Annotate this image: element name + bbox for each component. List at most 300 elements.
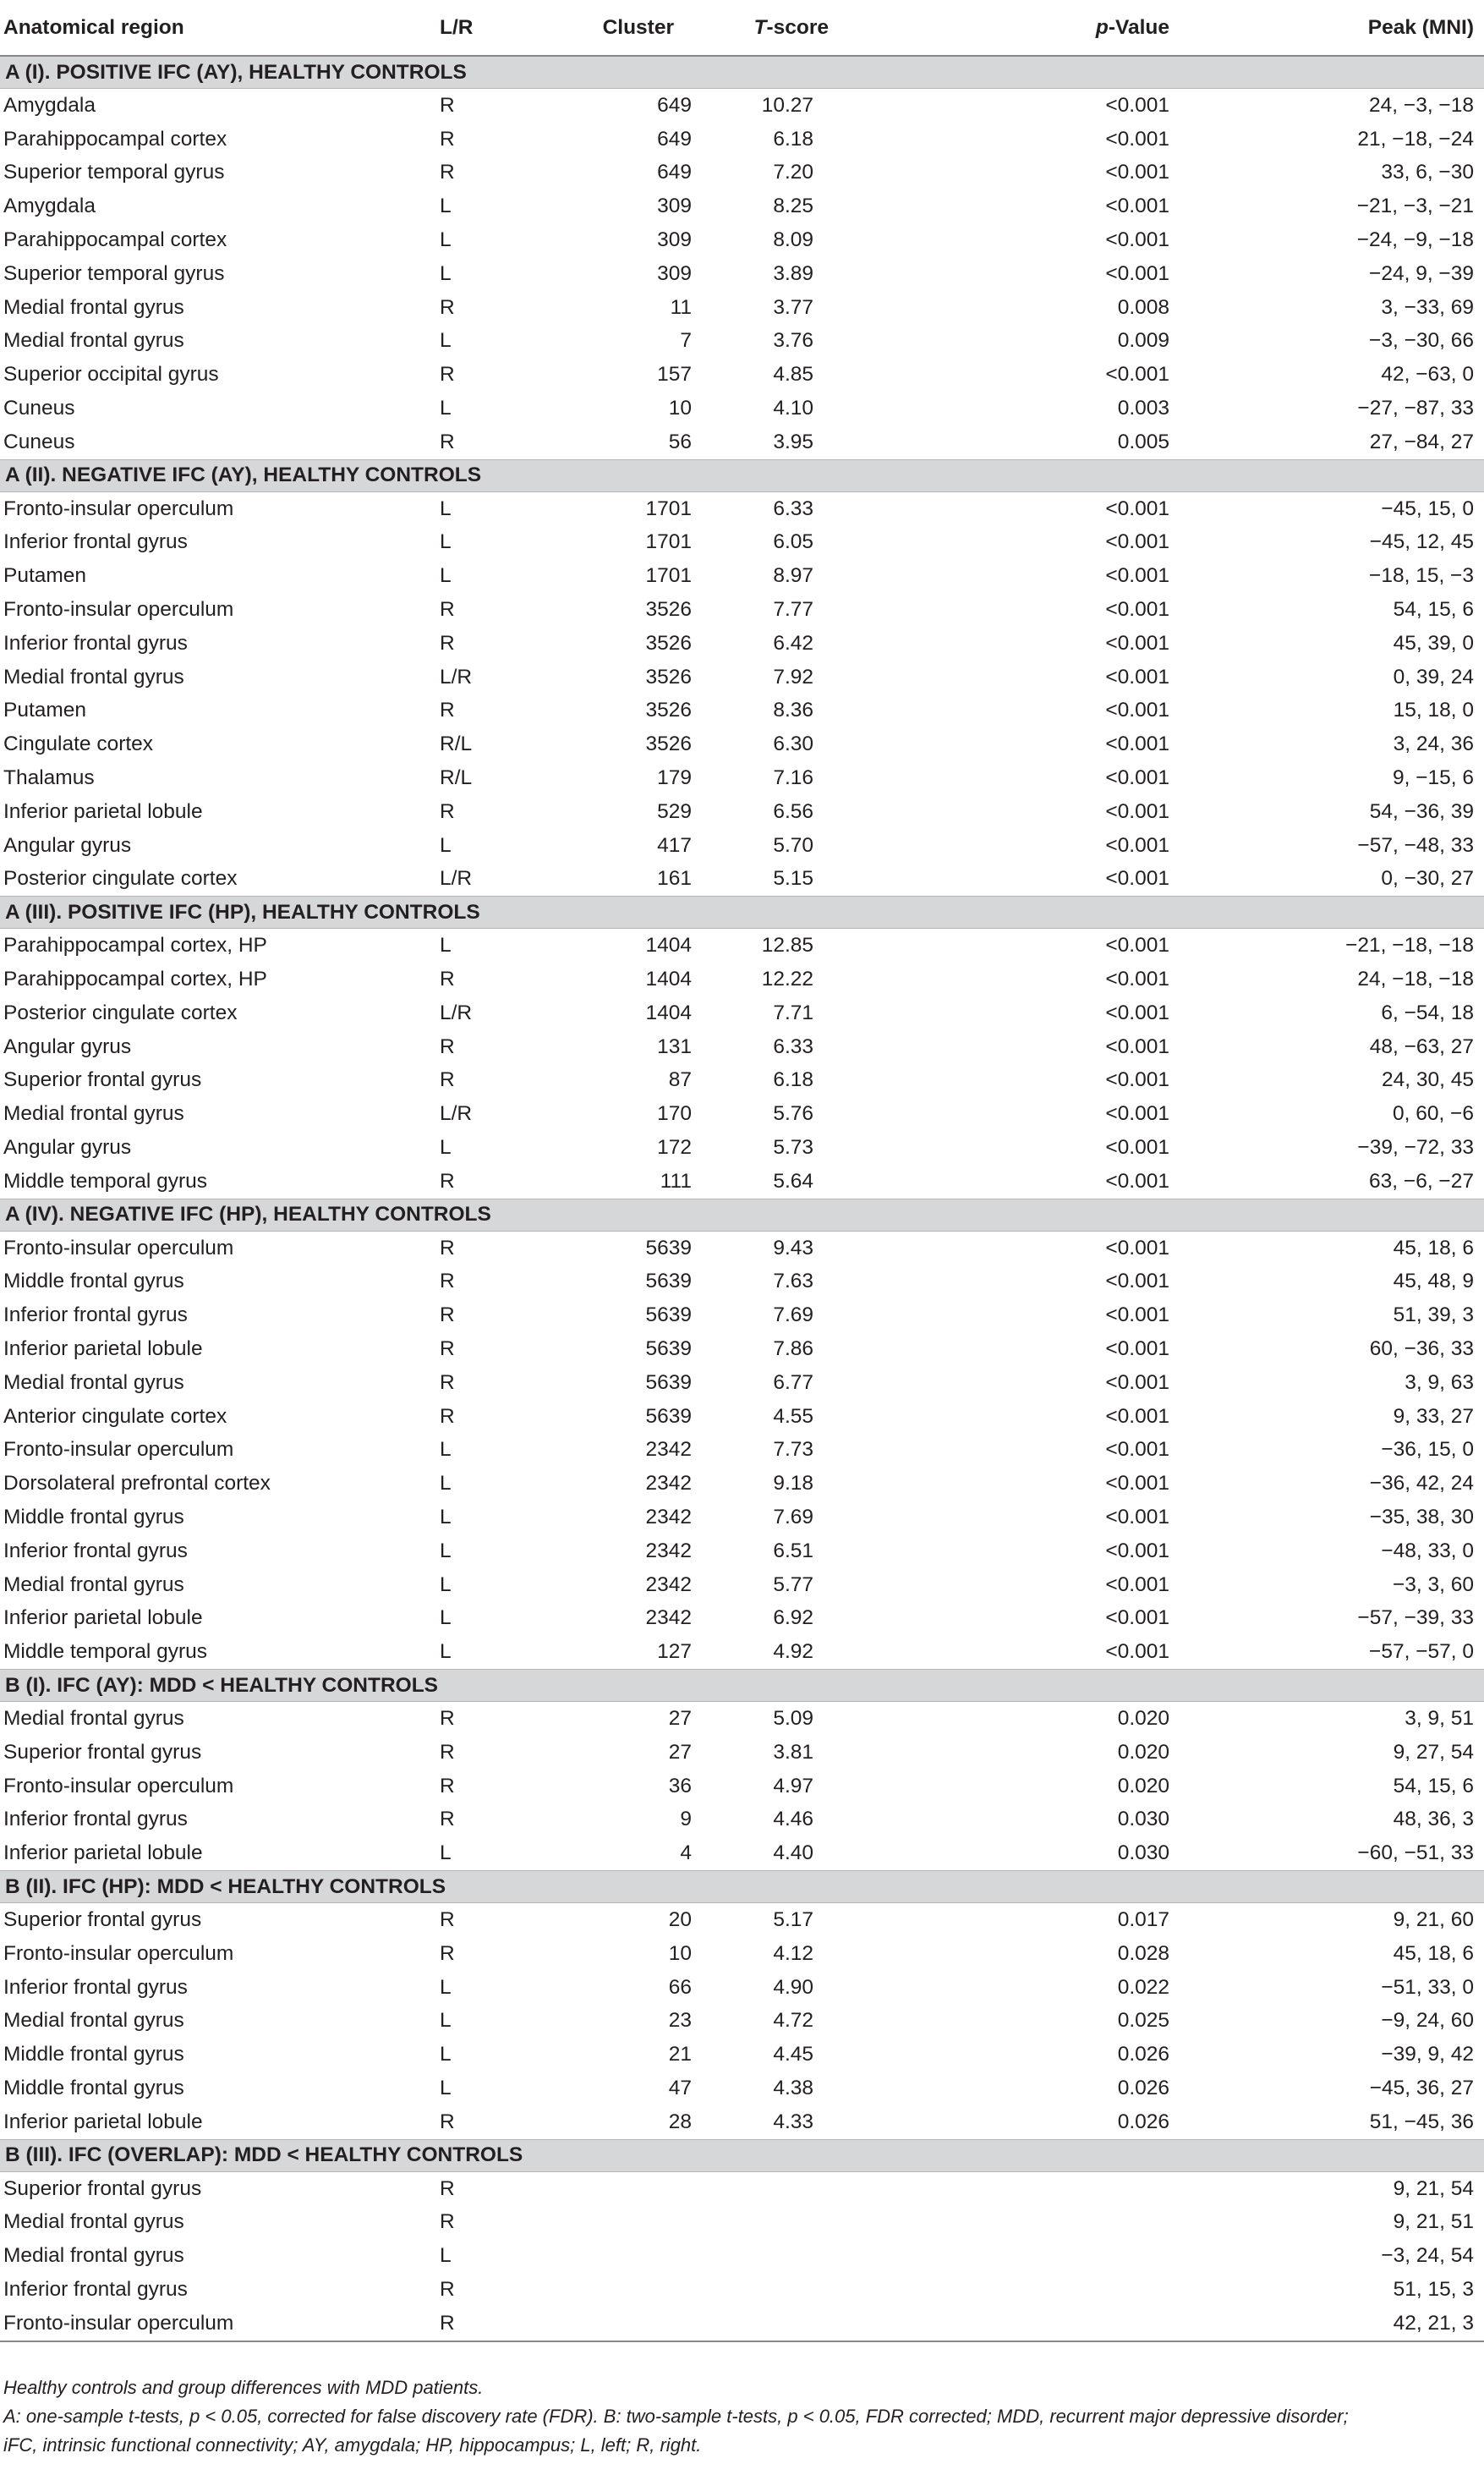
cell-lr: R [440, 631, 455, 655]
cell-region: Middle frontal gyrus [3, 2043, 184, 2066]
table-row [0, 2205, 1484, 2239]
table-row [0, 1836, 1484, 1870]
cell-region: Inferior parietal lobule [3, 2110, 203, 2133]
cell-lr: R [440, 2210, 455, 2234]
cell-lr: L [440, 1606, 452, 1630]
cell-cluster: 111 [660, 1169, 692, 1193]
cell-lr: L [440, 2076, 452, 2099]
cell-cluster: 1404 [645, 1001, 692, 1024]
section-header-row [0, 897, 1484, 929]
cell-p-value: <0.001 [1105, 161, 1169, 184]
cell-peak-mni: −39, 9, 42 [1381, 2043, 1474, 2066]
cell-cluster: 131 [657, 1034, 692, 1058]
cell-t-score: 4.33 [773, 2110, 813, 2133]
cell-lr: L [440, 1505, 452, 1528]
cell-peak-mni: 9, 21, 60 [1393, 1907, 1474, 1931]
cell-cluster [550, 2171, 710, 2205]
cell-p-value: <0.001 [1105, 699, 1169, 722]
cell-cluster: 47 [668, 2076, 692, 2099]
cell-peak-mni: 42, −63, 0 [1381, 363, 1474, 387]
cell-lr: L [440, 1438, 452, 1462]
cell-t-score: 4.10 [773, 397, 813, 420]
cell-p-value [956, 2205, 1180, 2239]
cell-cluster: 66 [668, 1975, 692, 1999]
cell-p-value: <0.001 [1105, 564, 1169, 588]
cell-region: Inferior frontal gyrus [3, 530, 188, 554]
cell-cluster: 3526 [645, 699, 692, 722]
table-row [0, 1131, 1484, 1165]
cell-t-score: 6.42 [773, 631, 813, 655]
table-row [0, 2239, 1484, 2273]
header-cluster: Cluster [550, 0, 710, 56]
cell-cluster: 4 [680, 1841, 692, 1865]
cell-t-score: 7.63 [773, 1270, 813, 1293]
cell-t-score: 7.71 [773, 1001, 813, 1024]
cell-peak-mni: 42, 21, 3 [1393, 2311, 1474, 2335]
cell-lr: R/L [440, 766, 473, 790]
cell-lr: L/R [440, 665, 473, 689]
table-row [0, 996, 1484, 1030]
cell-lr: R [440, 127, 455, 151]
cell-t-score: 7.16 [773, 766, 813, 790]
cell-peak-mni: 24, −18, −18 [1357, 968, 1474, 991]
table-row [0, 2307, 1484, 2341]
cell-peak-mni: −35, 38, 30 [1369, 1505, 1474, 1528]
header-t-score [710, 0, 956, 56]
cell-peak-mni: −18, 15, −3 [1369, 564, 1474, 588]
footnote-line-3: iFC, intrinsic functional connectivity; AY, amygdala; HP, hippocampus; L, left; R, right. [3, 2434, 702, 2456]
header-p-italic: p [1095, 15, 1109, 39]
table-row [0, 425, 1484, 459]
cell-region: Inferior frontal gyrus [3, 631, 188, 655]
cell-peak-mni: −24, −9, −18 [1356, 228, 1474, 252]
cell-p-value: <0.001 [1105, 1572, 1169, 1596]
cell-t-score: 7.77 [773, 598, 813, 622]
table-row [0, 189, 1484, 223]
cell-cluster: 161 [657, 867, 692, 891]
section-title: A (III). POSITIVE IFC (HP), HEALTHY CONTROLS [0, 897, 1484, 929]
footnote-line-2: A: one-sample t-tests, p < 0.05, corrected for false discovery rate (FDR). B: two-sample t-tests, p < 0.05, FDR corrected; MDD, recurrent major depressive disorder; [3, 2406, 1349, 2427]
cell-lr: L [440, 2043, 452, 2066]
cell-region: Inferior frontal gyrus [3, 2277, 188, 2301]
table-row [0, 593, 1484, 627]
table-row [0, 223, 1484, 257]
cell-lr: L [440, 2244, 452, 2268]
table-row [0, 1030, 1484, 1064]
cell-p-value: <0.001 [1105, 261, 1169, 285]
cell-region: Medial frontal gyrus [3, 2009, 184, 2033]
cell-peak-mni: 63, −6, −27 [1369, 1169, 1474, 1193]
cell-cluster: 27 [668, 1740, 692, 1764]
cell-cluster: 5639 [645, 1336, 692, 1360]
cell-t-score: 7.20 [773, 161, 813, 184]
cell-lr: L [440, 1572, 452, 1596]
cell-peak-mni: −57, −48, 33 [1357, 833, 1474, 857]
cell-lr: L [440, 934, 452, 958]
cell-peak-mni: 3, −33, 69 [1381, 295, 1474, 319]
table-row [0, 325, 1484, 359]
cell-p-value: <0.001 [1105, 665, 1169, 689]
cell-cluster: 87 [668, 1068, 692, 1092]
table-row [0, 2273, 1484, 2307]
cell-p-value: 0.026 [1117, 2043, 1169, 2066]
cell-t-score: 6.05 [773, 530, 813, 554]
footnote-line-1: Healthy controls and group differences with MDD patients. [3, 2377, 484, 2398]
cell-cluster: 417 [657, 833, 692, 857]
cell-peak-mni: 0, −30, 27 [1381, 867, 1474, 891]
cell-lr: R [440, 1808, 455, 1831]
cell-t-score: 4.12 [773, 1941, 813, 1965]
cell-p-value [956, 2273, 1180, 2307]
cell-lr: R [440, 1303, 455, 1327]
cell-p-value: <0.001 [1105, 1370, 1169, 1394]
cell-cluster: 1701 [645, 497, 692, 520]
cell-peak-mni: 33, 6, −30 [1381, 161, 1474, 184]
table-row [0, 1903, 1484, 1937]
cell-lr: L/R [440, 1102, 473, 1126]
cell-lr: R [440, 699, 455, 722]
cell-region: Parahippocampal cortex [3, 127, 227, 151]
table-row [0, 1971, 1484, 2005]
cell-t-score: 8.97 [773, 564, 813, 588]
cell-t-score: 9.18 [773, 1472, 813, 1495]
cell-peak-mni: −45, 15, 0 [1381, 497, 1474, 520]
table-row [0, 1601, 1484, 1635]
cell-t-score [710, 2205, 956, 2239]
cell-t-score: 4.45 [773, 2043, 813, 2066]
cell-t-score: 6.33 [773, 497, 813, 520]
cell-cluster: 529 [657, 799, 692, 823]
table-row [0, 829, 1484, 863]
cell-lr: R [440, 2110, 455, 2133]
cell-region: Superior frontal gyrus [3, 1740, 202, 1764]
cell-p-value: 0.025 [1117, 2009, 1169, 2033]
cell-lr: R [440, 1169, 455, 1193]
cell-p-value: 0.020 [1117, 1774, 1169, 1797]
cell-cluster: 3526 [645, 733, 692, 756]
cell-region: Parahippocampal cortex [3, 228, 227, 252]
cell-region: Anterior cingulate cortex [3, 1404, 227, 1428]
cell-region: Medial frontal gyrus [3, 2244, 184, 2268]
table-row [0, 1332, 1484, 1366]
cell-lr: L [440, 564, 452, 588]
cell-region: Putamen [3, 699, 87, 722]
cell-region: Superior temporal gyrus [3, 261, 225, 285]
cell-t-score: 4.97 [773, 1774, 813, 1797]
cell-region: Fronto-insular operculum [3, 2311, 234, 2335]
table-row [0, 1534, 1484, 1568]
cell-lr: R [440, 2277, 455, 2301]
cell-cluster: 5639 [645, 1303, 692, 1327]
cell-peak-mni: 0, 60, −6 [1392, 1102, 1474, 1126]
cell-p-value [956, 2171, 1180, 2205]
section-title: B (III). IFC (OVERLAP): MDD < HEALTHY CONTROLS [0, 2139, 1484, 2171]
cell-region: Fronto-insular operculum [3, 1774, 234, 1797]
table-row [0, 123, 1484, 156]
cell-lr: R [440, 430, 455, 453]
cell-cluster: 27 [668, 1706, 692, 1730]
cell-cluster [550, 2273, 710, 2307]
cell-region: Thalamus [3, 766, 95, 790]
cell-p-value: <0.001 [1105, 934, 1169, 958]
table-row [0, 694, 1484, 728]
cell-lr: R [440, 161, 455, 184]
section-title: B (I). IFC (AY): MDD < HEALTHY CONTROLS [0, 1670, 1484, 1702]
cell-lr: R [440, 1236, 455, 1259]
cell-region: Amygdala [3, 195, 96, 218]
cell-cluster: 649 [657, 127, 692, 151]
cell-p-value: <0.001 [1105, 1438, 1169, 1462]
cell-t-score [710, 2307, 956, 2341]
cell-region: Cuneus [3, 397, 75, 420]
cell-peak-mni: 3, 24, 36 [1393, 733, 1474, 756]
cell-p-value: 0.030 [1117, 1841, 1169, 1865]
cell-t-score: 5.70 [773, 833, 813, 857]
cell-peak-mni: 9, 33, 27 [1393, 1404, 1474, 1428]
cell-peak-mni: −3, 24, 54 [1381, 2244, 1474, 2268]
cell-cluster: 3526 [645, 631, 692, 655]
cell-peak-mni: 45, 18, 6 [1393, 1236, 1474, 1259]
table-row [0, 1366, 1484, 1400]
cell-cluster: 23 [668, 2009, 692, 2033]
table-row [0, 291, 1484, 325]
cell-p-value: <0.001 [1105, 799, 1169, 823]
cell-cluster: 9 [680, 1808, 692, 1831]
cell-region: Middle temporal gyrus [3, 1640, 208, 1664]
cell-region: Angular gyrus [3, 1136, 132, 1159]
cell-lr: L [440, 195, 452, 218]
cell-p-value: <0.001 [1105, 127, 1169, 151]
cell-peak-mni: 54, 15, 6 [1393, 1774, 1474, 1797]
cell-p-value: 0.005 [1117, 430, 1169, 453]
cell-peak-mni: −3, 3, 60 [1392, 1572, 1474, 1596]
cell-cluster: 10 [668, 1941, 692, 1965]
cell-peak-mni: −60, −51, 33 [1357, 1841, 1474, 1865]
table-row [0, 1770, 1484, 1803]
cell-peak-mni: 9, 27, 54 [1393, 1740, 1474, 1764]
table-row [0, 1064, 1484, 1098]
table-row [0, 1467, 1484, 1501]
cell-p-value: <0.001 [1105, 833, 1169, 857]
cell-cluster: 2342 [645, 1606, 692, 1630]
cell-t-score: 5.76 [773, 1102, 813, 1126]
cell-p-value: 0.028 [1117, 1941, 1169, 1965]
cell-lr: R [440, 1941, 455, 1965]
cell-region: Medial frontal gyrus [3, 1102, 184, 1126]
cell-cluster: 20 [668, 1907, 692, 1931]
cell-region: Angular gyrus [3, 833, 132, 857]
table-row [0, 392, 1484, 425]
cell-lr: R [440, 1706, 455, 1730]
cell-p-value: 0.003 [1117, 397, 1169, 420]
cell-lr: L [440, 2009, 452, 2033]
table-row [0, 1298, 1484, 1332]
cell-p-value: <0.001 [1105, 1336, 1169, 1360]
cell-p-value: <0.001 [1105, 1640, 1169, 1664]
cell-lr: L [440, 1539, 452, 1562]
cell-lr: R [440, 1907, 455, 1931]
cell-t-score: 4.55 [773, 1404, 813, 1428]
cell-cluster: 2342 [645, 1505, 692, 1528]
cell-p-value: <0.001 [1105, 1136, 1169, 1159]
section-title: A (I). POSITIVE IFC (AY), HEALTHY CONTROLS [0, 56, 1484, 89]
cell-t-score: 8.36 [773, 699, 813, 722]
cell-t-score: 7.69 [773, 1303, 813, 1327]
cell-t-score: 5.09 [773, 1706, 813, 1730]
cell-peak-mni: −36, 15, 0 [1381, 1438, 1474, 1462]
cell-p-value: 0.009 [1117, 329, 1169, 353]
cell-region: Fronto-insular operculum [3, 598, 234, 622]
cell-lr: R [440, 93, 455, 117]
table-row [0, 863, 1484, 897]
cell-peak-mni: 9, −15, 6 [1392, 766, 1474, 790]
cell-cluster: 170 [657, 1102, 692, 1126]
cell-p-value: <0.001 [1105, 1068, 1169, 1092]
cell-lr: R [440, 1404, 455, 1428]
header-lr: L/R [423, 0, 550, 56]
cell-p-value: <0.001 [1105, 1034, 1169, 1058]
cell-region: Fronto-insular operculum [3, 1941, 234, 1965]
cell-cluster: 56 [668, 430, 692, 453]
cell-t-score: 7.73 [773, 1438, 813, 1462]
cell-p-value: <0.001 [1105, 733, 1169, 756]
cell-peak-mni: −24, 9, −39 [1369, 261, 1474, 285]
cell-cluster: 2342 [645, 1572, 692, 1596]
cell-lr: R [440, 799, 455, 823]
table-row [0, 1937, 1484, 1971]
cell-peak-mni: −27, −87, 33 [1357, 397, 1474, 420]
table-row [0, 1231, 1484, 1265]
cell-cluster: 649 [657, 161, 692, 184]
cell-lr: L [440, 329, 452, 353]
cell-t-score: 6.33 [773, 1034, 813, 1058]
cell-region: Superior temporal gyrus [3, 161, 225, 184]
cell-t-score: 7.69 [773, 1505, 813, 1528]
cell-lr: L [440, 1975, 452, 1999]
cell-lr: R [440, 1740, 455, 1764]
cell-region: Superior occipital gyrus [3, 363, 219, 387]
cell-peak-mni: −57, −57, 0 [1369, 1640, 1474, 1664]
cell-peak-mni: 3, 9, 63 [1405, 1370, 1474, 1394]
cell-cluster: 309 [657, 195, 692, 218]
section-header-row [0, 459, 1484, 491]
cell-region: Inferior frontal gyrus [3, 1539, 188, 1562]
cell-t-score: 4.85 [773, 363, 813, 387]
table-row [0, 1165, 1484, 1199]
table-row [0, 1501, 1484, 1534]
header-t-rest: -score [766, 15, 829, 39]
cell-cluster: 1404 [645, 968, 692, 991]
cell-t-score: 8.25 [773, 195, 813, 218]
table-row [0, 1097, 1484, 1131]
cell-t-score: 6.30 [773, 733, 813, 756]
cell-p-value: 0.017 [1117, 1907, 1169, 1931]
cell-peak-mni: 9, 21, 51 [1393, 2210, 1474, 2234]
section-header-row [0, 1670, 1484, 1702]
cell-lr: R [440, 295, 455, 319]
cell-t-score: 5.15 [773, 867, 813, 891]
cell-cluster: 5639 [645, 1404, 692, 1428]
cell-lr: R [440, 1034, 455, 1058]
cell-cluster: 3526 [645, 598, 692, 622]
cell-cluster: 7 [680, 329, 692, 353]
cell-p-value: <0.001 [1105, 1505, 1169, 1528]
cell-region: Fronto-insular operculum [3, 497, 234, 520]
cell-region: Medial frontal gyrus [3, 1572, 184, 1596]
cell-peak-mni: 45, 39, 0 [1393, 631, 1474, 655]
table-row [0, 89, 1484, 123]
cell-region: Middle frontal gyrus [3, 1505, 184, 1528]
cell-p-value: <0.001 [1105, 1539, 1169, 1562]
cell-t-score: 5.73 [773, 1136, 813, 1159]
cell-peak-mni: 51, 15, 3 [1393, 2277, 1474, 2301]
section-header-row [0, 1871, 1484, 1903]
cell-t-score: 4.92 [773, 1640, 813, 1664]
cell-region: Medial frontal gyrus [3, 329, 184, 353]
cell-peak-mni: −45, 12, 45 [1369, 530, 1474, 554]
table-row [0, 1702, 1484, 1736]
cell-peak-mni: 24, −3, −18 [1369, 93, 1474, 117]
table-row [0, 1265, 1484, 1299]
cell-p-value: <0.001 [1105, 598, 1169, 622]
cell-lr: L [440, 1640, 452, 1664]
cell-peak-mni: 54, 15, 6 [1393, 598, 1474, 622]
cell-region: Inferior parietal lobule [3, 1606, 203, 1630]
table-row [0, 795, 1484, 829]
cell-t-score: 6.92 [773, 1606, 813, 1630]
cell-t-score: 3.76 [773, 329, 813, 353]
cell-peak-mni: 27, −84, 27 [1369, 430, 1474, 453]
cell-t-score: 6.18 [773, 1068, 813, 1092]
section-title: B (II). IFC (HP): MDD < HEALTHY CONTROLS [0, 1871, 1484, 1903]
header-peak-mni: Peak (MNI) [1180, 0, 1484, 56]
cell-peak-mni: 54, −36, 39 [1369, 799, 1474, 823]
table-row [0, 2171, 1484, 2205]
cell-lr: L [440, 1472, 452, 1495]
cell-t-score: 4.38 [773, 2076, 813, 2099]
table-row [0, 627, 1484, 661]
cell-region: Inferior parietal lobule [3, 1336, 203, 1360]
cell-cluster: 5639 [645, 1236, 692, 1259]
table-row [0, 661, 1484, 694]
cell-region: Fronto-insular operculum [3, 1438, 234, 1462]
cell-peak-mni: 60, −36, 33 [1369, 1336, 1474, 1360]
cell-t-score: 7.86 [773, 1336, 813, 1360]
cell-p-value: <0.001 [1105, 1102, 1169, 1126]
table-header [0, 0, 1484, 56]
cell-p-value: <0.001 [1105, 228, 1169, 252]
cell-peak-mni: −39, −72, 33 [1357, 1136, 1474, 1159]
cell-t-score: 3.77 [773, 295, 813, 319]
header-p-value [956, 0, 1180, 56]
cell-p-value: <0.001 [1105, 1606, 1169, 1630]
cell-lr: L [440, 497, 452, 520]
cell-region: Putamen [3, 564, 87, 588]
cell-cluster: 1404 [645, 934, 692, 958]
cell-cluster: 179 [657, 766, 692, 790]
cell-p-value: 0.026 [1117, 2110, 1169, 2133]
cell-lr: L [440, 228, 452, 252]
section-header-row [0, 2139, 1484, 2171]
cell-cluster: 5639 [645, 1270, 692, 1293]
cell-region: Parahippocampal cortex, HP [3, 968, 267, 991]
cell-p-value: <0.001 [1105, 1236, 1169, 1259]
cell-region: Middle frontal gyrus [3, 2076, 184, 2099]
table-row [0, 1400, 1484, 1434]
cell-cluster: 2342 [645, 1472, 692, 1495]
cell-peak-mni: −9, 24, 60 [1381, 2009, 1474, 2033]
cell-p-value: 0.030 [1117, 1808, 1169, 1831]
